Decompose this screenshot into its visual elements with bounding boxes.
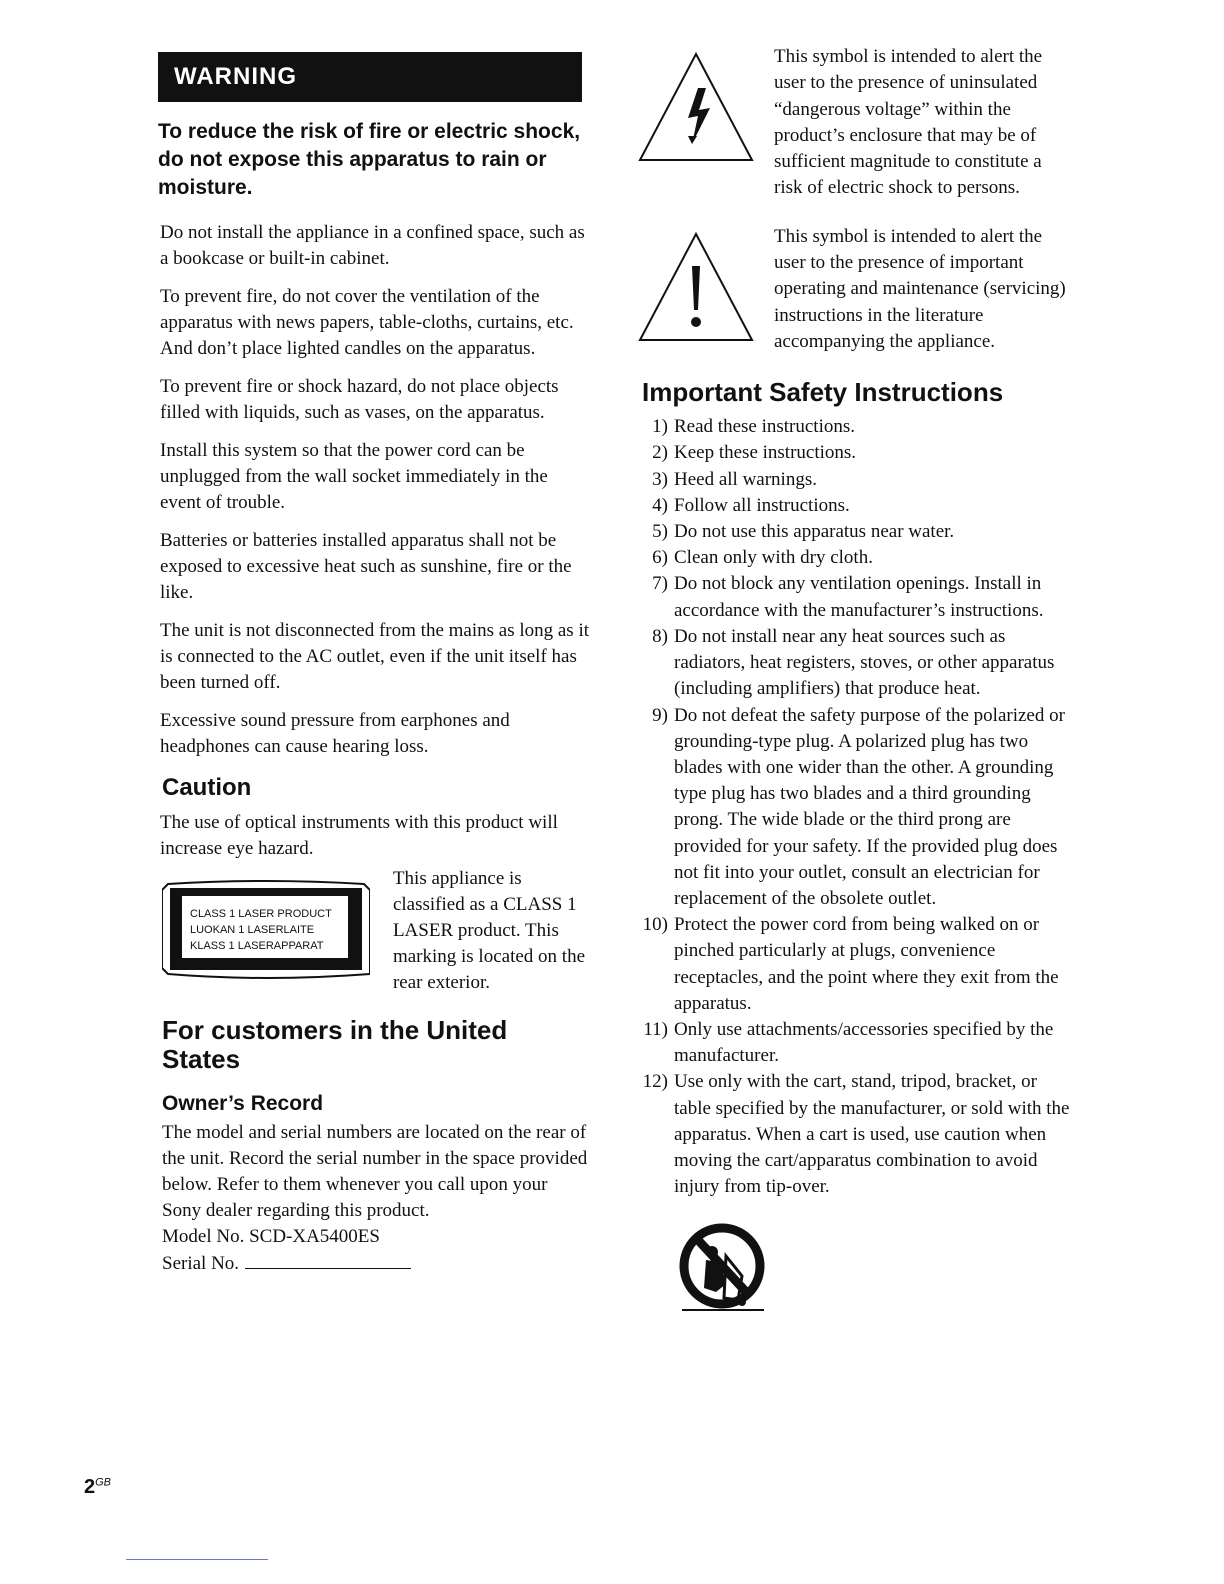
list-item: 7) Do not block any ventilation openings. Install in accordance with the manufacturer’s instructions. [652, 573, 1044, 621]
warning-paragraph: Batteries or batteries installed apparatus shall not be exposed to excessive heat such as sunshine, fire or the like. [160, 530, 572, 603]
laser-product-label [162, 876, 367, 988]
laser-section [162, 866, 590, 996]
warning-paragraph: To prevent fire, do not cover the ventilation of the apparatus with news papers, table-cloths, curtains, etc. And don’t place lighted candles on the apparatus. [160, 286, 574, 359]
voltage-symbol-text: This symbol is intended to alert the user to the presence of uninsulated “dangerous voltage” within the product’s enclosure that may be of sufficient magnitude to constitute a risk of electric shock to persons. [774, 46, 1043, 199]
laser-label-line: LUOKAN 1 LASERLAITE [190, 924, 315, 936]
cart-tip-over-warning-icon [676, 1222, 1076, 1319]
voltage-symbol-notice [636, 44, 1076, 202]
right-column [636, 44, 1076, 1319]
exclamation-triangle-icon [636, 230, 756, 342]
lightning-triangle-icon [636, 50, 756, 162]
exclamation-symbol-text: This symbol is intended to alert the user to the presence of important operating and maintenance (servicing) instructions in the literature accompanying the appliance. [774, 225, 1066, 352]
list-item: 5) Do not use this apparatus near water. [652, 521, 955, 543]
list-item: 10) Protect the power cord from being walked on or pinched particularly at plugs, convenience receptacles, and the point where they exit from the apparatus. [642, 914, 1059, 1014]
list-item: 8) Do not install near any heat sources such as radiators, heat registers, stoves, or other apparatus (including amplifiers) that produce heat. [652, 625, 1055, 700]
owners-record-text: The model and serial numbers are located on the rear of the unit. Record the serial number in the space provided below. Refer to them whenever you call upon your Sony dealer regarding this product. [162, 1122, 588, 1221]
list-item: 1) Read these instructions. [652, 416, 855, 438]
caution-text: The use of optical instruments with this product will increase eye hazard. [160, 812, 558, 859]
warning-paragraph: Install this system so that the power cord can be unplugged from the wall socket immediately in the event of trouble. [160, 440, 548, 513]
warning-paragraph: Excessive sound pressure from earphones and headphones can cause hearing loss. [160, 710, 510, 757]
warning-banner [158, 52, 582, 102]
warning-paragraph: To prevent fire or shock hazard, do not place objects filled with liquids, such as vases, on the apparatus. [160, 376, 559, 423]
page-number: $2^{GB}$ [84, 1476, 112, 1498]
laser-label-line: CLASS 1 LASER PRODUCT [190, 908, 332, 920]
laser-description: This appliance is classified as a CLASS 1 LASER product. This marking is located on the rear exterior. [392, 868, 585, 993]
warning-lead: To reduce the risk of fire or electric shock, do not expose this apparatus to rain or moisture. [158, 120, 581, 199]
list-item: 3) Heed all warnings. [652, 468, 817, 490]
model-number: Model No. SCD-XA5400ES [162, 1226, 380, 1247]
footer-rule [126, 1559, 268, 1560]
list-item: 11) Only use attachments/accessories specified by the manufacturer. [643, 1018, 1054, 1067]
left-column [158, 52, 590, 1277]
warning-paragraph: The unit is not disconnected from the mains as long as it is connected to the AC outlet, even if the unit itself has been turned off. [160, 620, 590, 693]
list-item: 4) Follow all instructions. [652, 494, 850, 516]
serial-number-row [162, 1250, 590, 1277]
list-item: 2) Keep these instructions. [652, 442, 857, 464]
serial-number-blank [245, 1250, 411, 1269]
caution-heading: Caution [162, 774, 252, 801]
owners-record-heading: Owner’s Record [162, 1092, 324, 1115]
warning-title: WARNING [174, 63, 297, 90]
safety-heading: Important Safety Instructions [642, 377, 1004, 408]
list-item: 6) Clean only with dry cloth. [652, 547, 873, 569]
safety-list [636, 414, 1076, 1200]
warning-paragraph: Do not install the appliance in a confined space, such as a bookcase or built-in cabinet. [160, 222, 585, 269]
us-customers-heading: For customers in the United States [162, 1015, 508, 1074]
list-item: 12) Use only with the cart, stand, tripod, bracket, or table specified by the manufacturer, or sold with the apparatus. When a cart is used, use caution when moving the cart/apparatus combination to avoid injury from tip-over. [642, 1071, 1070, 1198]
exclamation-symbol-notice [636, 224, 1076, 355]
laser-label-line: KLASS 1 LASERAPPARAT [190, 940, 324, 952]
list-item: 9) Do not defeat the safety purpose of the polarized or grounding-type plug. A polarized plug has two blades with one wider than the other. A grounding type plug has two blades and a third grounding prong. The wide blade or the third prong are provided for your safety. If the provided plug does not fit into your outlet, consult an electrician for replacement of the obsolete outlet. [652, 704, 1065, 909]
serial-number-label: Serial No. [162, 1253, 240, 1274]
